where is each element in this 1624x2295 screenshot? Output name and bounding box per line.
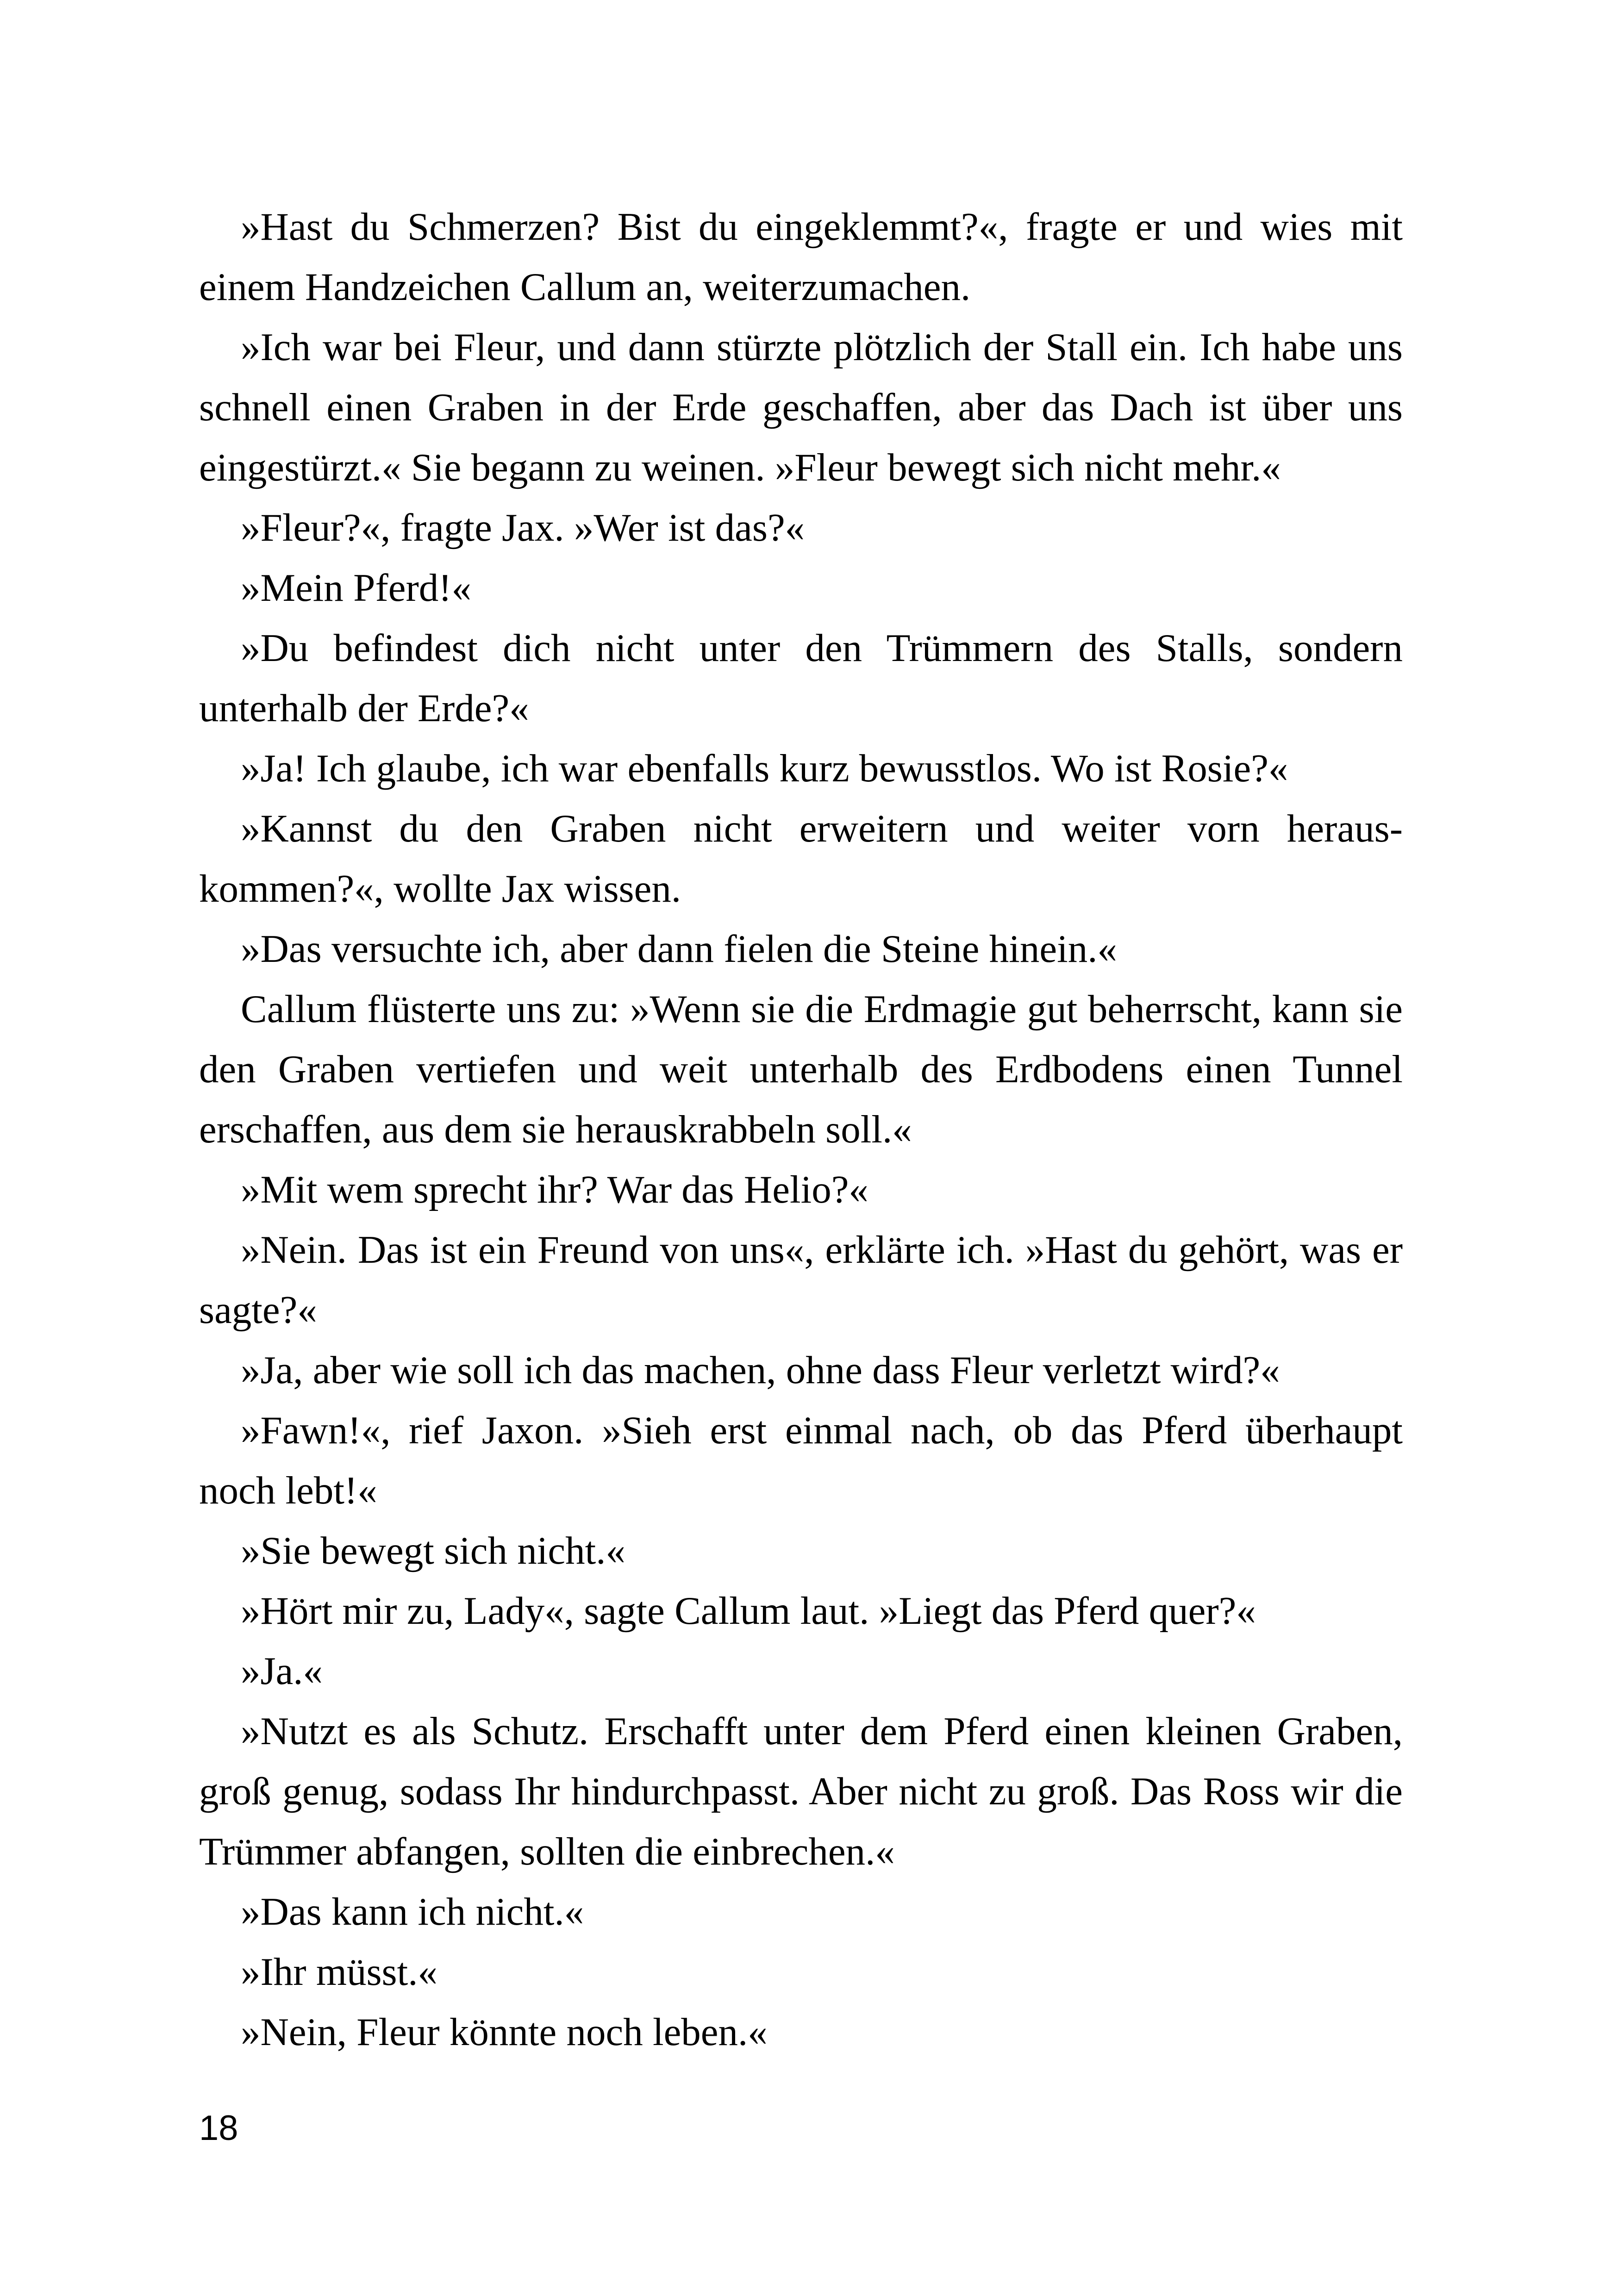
- paragraph: »Fleur?«, fragte Jax. »Wer ist das?«: [241, 506, 805, 549]
- paragraph: »Du befindest dich nicht unter den Trümmern des Stalls, sondern unterhalb der Erde?«: [199, 626, 1403, 730]
- paragraph: »Hört mir zu, Lady«, sagte Callum laut. »Liegt das Pferd quer?«: [241, 1589, 1256, 1633]
- page-number: 18: [199, 2108, 238, 2148]
- paragraph: »Kannst du den Graben nicht erweitern und weiter vorn herauskommen?«, wollte Jax wissen.: [199, 807, 1403, 911]
- paragraph: »Das versuchte ich, aber dann fielen die Steine hinein.«: [241, 927, 1117, 971]
- paragraph: »Ja, aber wie soll ich das machen, ohne dass Fleur verletzt wird?«: [241, 1348, 1280, 1392]
- paragraph: »Nein. Das ist ein Freund von uns«, erklärte ich. »Hast du gehört, was er sagte?«: [199, 1228, 1403, 1332]
- paragraph: »Ja! Ich glaube, ich war ebenfalls kurz bewusstlos. Wo ist Rosie?«: [241, 747, 1288, 790]
- paragraph: »Ich war bei Fleur, und dann stürzte plötzlich der Stall ein. Ich habe uns schnell einen Graben in der Erde geschaffen, aber das Dach ist über uns eingestürzt.« Sie begann zu weinen. »Fleur bewegt sich nicht mehr.«: [199, 325, 1403, 489]
- paragraph: »Das kann ich nicht.«: [241, 1890, 584, 1933]
- paragraph: »Hast du Schmerzen? Bist du eingeklemmt?«, fragte er und wies mit einem Handzeichen Callum an, weiterzumachen.: [199, 205, 1403, 309]
- paragraph: »Nutzt es als Schutz. Erschafft unter dem Pferd einen kleinen Graben, groß genug, sodass Ihr hindurchpasst. Aber nicht zu groß. Das Ross wir die Trümmer abfangen, sollten die einbrechen.«: [199, 1709, 1403, 1873]
- paragraph: Callum flüsterte uns zu: »Wenn sie die Erdmagie gut beherrscht, kann sie den Graben vertiefen und weit unterhalb des Erdbodens einen Tunnel erschaffen, aus dem sie herauskrabbeln soll.«: [199, 987, 1403, 1151]
- paragraph: »Mit wem sprecht ihr? War das Helio?«: [241, 1168, 868, 1211]
- body-text: [199, 197, 1403, 2062]
- paragraph: »Sie bewegt sich nicht.«: [241, 1529, 625, 1572]
- paragraph: »Mein Pferd!«: [241, 566, 472, 610]
- paragraph: »Ja.«: [241, 1649, 323, 1693]
- paragraph: »Fawn!«, rief Jaxon. »Sieh erst einmal nach, ob das Pferd überhaupt noch lebt!«: [199, 1409, 1403, 1512]
- paragraph: »Nein, Fleur könnte noch leben.«: [241, 2010, 768, 2054]
- paragraph: »Ihr müsst.«: [241, 1950, 437, 1994]
